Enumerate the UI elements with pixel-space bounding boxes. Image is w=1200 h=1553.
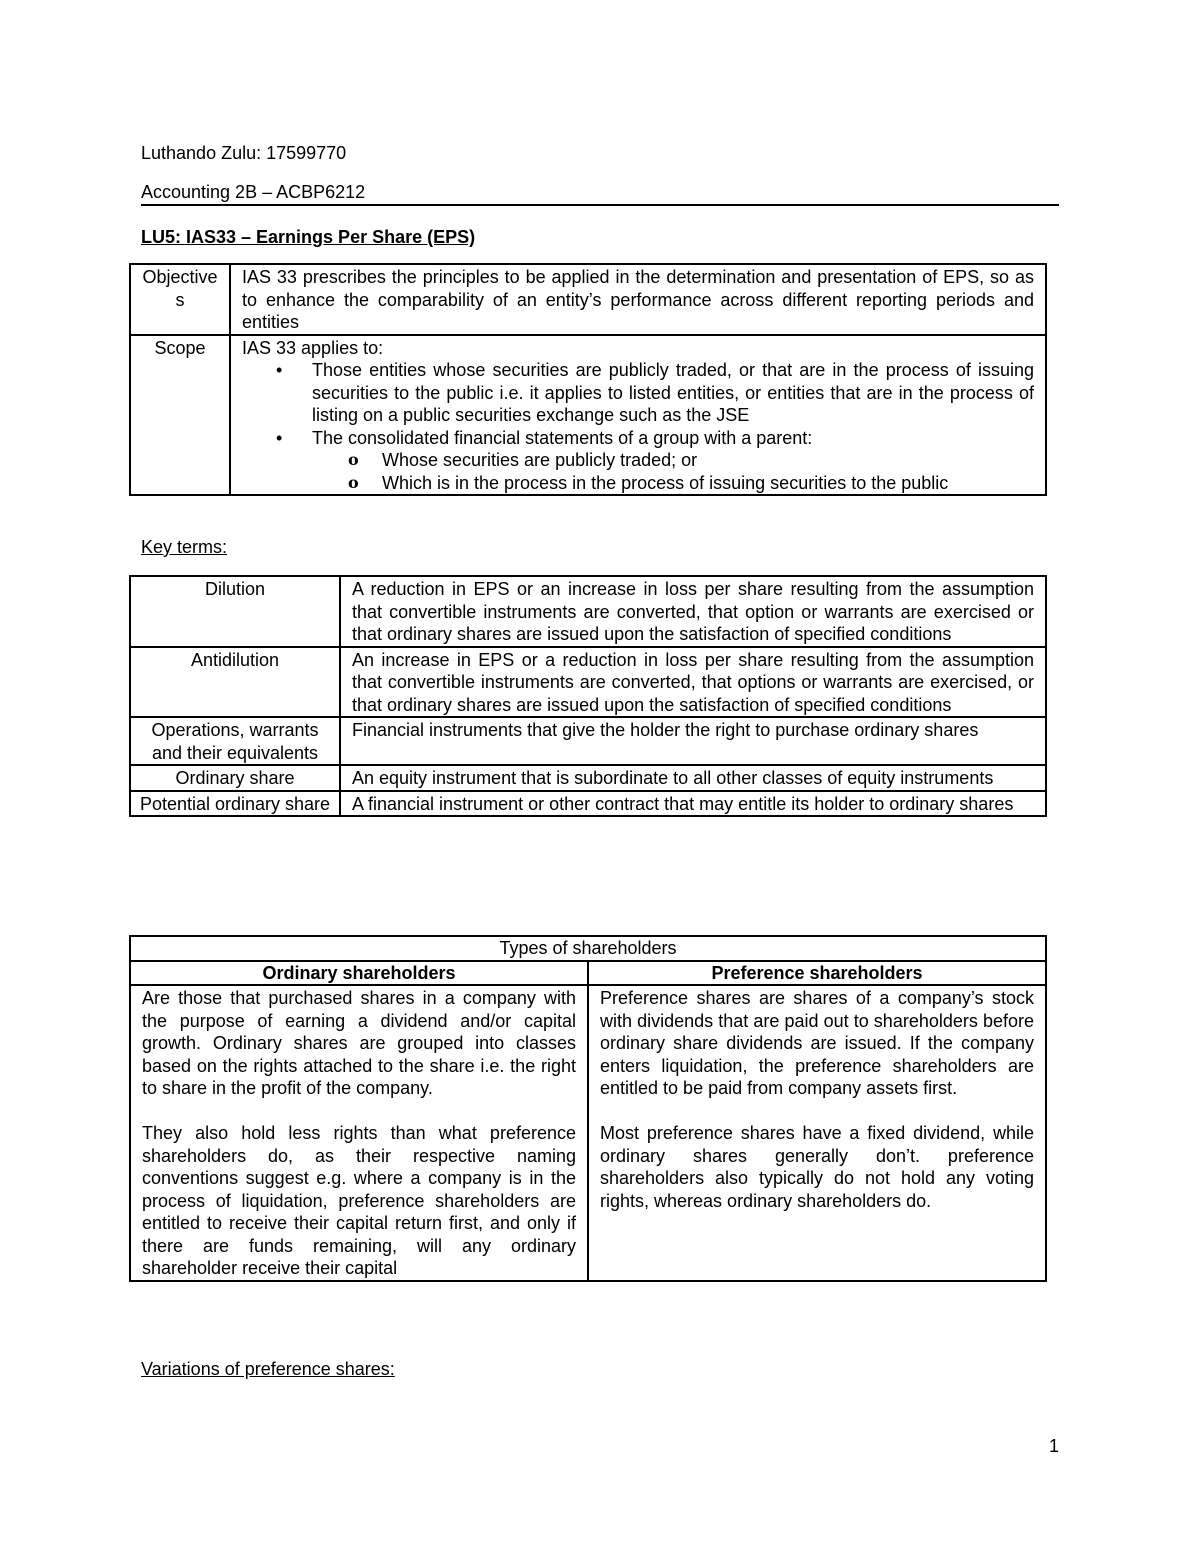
table-row xyxy=(130,647,1046,718)
definition-cell: A financial instrument or other contract that may entitle its holder to ordinary shares xyxy=(340,791,1046,817)
term-cell: Ordinary share xyxy=(130,765,340,791)
header-divider xyxy=(141,204,1059,206)
table-row xyxy=(130,717,1046,765)
preference-header: Preference shareholders xyxy=(588,961,1046,986)
scope-sub-bullet-text: Whose securities are publicly traded; or xyxy=(382,450,698,470)
key-terms-heading: Key terms: xyxy=(141,537,228,557)
scope-intro: IAS 33 applies to: xyxy=(242,337,384,358)
objectives-label-line2: s xyxy=(175,289,185,310)
term-cell: Potential ordinary share xyxy=(130,791,340,817)
scope-content xyxy=(230,335,1046,496)
scope-bullet-list xyxy=(242,359,1034,494)
list-item xyxy=(276,359,1034,427)
preference-description xyxy=(588,985,1046,1281)
objectives-label xyxy=(130,264,230,335)
objectives-row xyxy=(130,264,1046,335)
bullet-icon: • xyxy=(276,427,283,448)
definition-cell: An increase in EPS or a reduction in loss per share resulting from the assumption that convertible instruments are converted, that options or warrants are exercised, or that ordinary shares are issued upon the satisfaction of specified conditions xyxy=(340,647,1046,718)
scope-bullet-text: Those entities whose securities are publicly traded, or that are in the process of issuing securities to the public i.e. it applies to listed entities, or entities that are in the process of listing on a public securities exchange such as the JSE xyxy=(312,360,1034,425)
page-number: 1 xyxy=(1049,1436,1060,1456)
table-row xyxy=(130,576,1046,647)
ordinary-paragraph: They also hold less rights than what preference shareholders do, as their respective naming conventions suggest e.g. where a company is in the process of liquidation, preference shareholders are entitled to receive their capital return first, and only if there are funds remaining, will any ordinary shareholder receive their capital xyxy=(142,1123,576,1278)
term-cell: Antidilution xyxy=(130,647,340,718)
header-row xyxy=(130,961,1046,986)
ordinary-paragraph: Are those that purchased shares in a company with the purpose of earning a dividend and/or capital growth. Ordinary shares are grouped into classes based on the rights attached to the share i.e. the right to share in the profit of the company. xyxy=(142,988,576,1098)
preference-paragraph: Most preference shares have a fixed dividend, while ordinary shares generally don’t. preference shareholders also typically do not hold any voting rights, whereas ordinary shareholders do. xyxy=(600,1123,1034,1211)
list-item xyxy=(348,472,1034,495)
content-row xyxy=(130,985,1046,1281)
objectives-label-line1: Objective xyxy=(142,267,218,287)
course-line: Accounting 2B – ACBP6212 xyxy=(141,182,366,202)
term-cell: Dilution xyxy=(130,576,340,647)
scope-sub-list xyxy=(312,449,1034,494)
page-title: LU5: IAS33 – Earnings Per Share (EPS) xyxy=(141,227,476,247)
table-row xyxy=(130,791,1046,817)
ordinary-description xyxy=(130,985,588,1281)
overview-table xyxy=(129,263,1047,496)
list-item xyxy=(276,427,1034,495)
bullet-icon: • xyxy=(276,360,283,380)
variations-heading: Variations of preference shares: xyxy=(141,1359,395,1379)
scope-row xyxy=(130,335,1046,496)
table-row xyxy=(130,765,1046,791)
shareholder-types-table xyxy=(129,935,1047,1282)
definition-cell: Financial instruments that give the holder the right to purchase ordinary shares xyxy=(340,717,1046,765)
definition-cell: An equity instrument that is subordinate to all other classes of equity instruments xyxy=(340,765,1046,791)
definition-cell: A reduction in EPS or an increase in loss per share resulting from the assumption that convertible instruments are converted, that option or warrants are exercised or that ordinary shares are issued upon the satisfaction of specified conditions xyxy=(340,576,1046,647)
circle-bullet-icon: o xyxy=(348,472,359,492)
scope-bullet-text: The consolidated financial statements of a group with a parent: xyxy=(312,427,813,448)
objectives-text: IAS 33 prescribes the principles to be applied in the determination and presentation of EPS, so as to enhance the comparability of an entity’s performance across different reporting periods and entities xyxy=(230,264,1046,335)
author-line: Luthando Zulu: 17599770 xyxy=(141,143,347,163)
scope-label: Scope xyxy=(130,335,230,496)
list-item xyxy=(348,449,1034,472)
ordinary-header: Ordinary shareholders xyxy=(130,961,588,986)
term-cell: Operations, warrants and their equivalents xyxy=(130,717,340,765)
table-caption: Types of shareholders xyxy=(130,936,1046,961)
preference-paragraph: Preference shares are shares of a company’s stock with dividends that are paid out to shareholders before ordinary share dividends are issued. If the company enters liquidation, the preference shareholders are entitled to be paid from company assets first. xyxy=(600,988,1034,1098)
key-terms-table xyxy=(129,575,1047,817)
circle-bullet-icon: o xyxy=(348,450,359,469)
caption-row xyxy=(130,936,1046,961)
scope-sub-bullet-text: Which is in the process in the process of issuing securities to the public xyxy=(382,472,949,493)
